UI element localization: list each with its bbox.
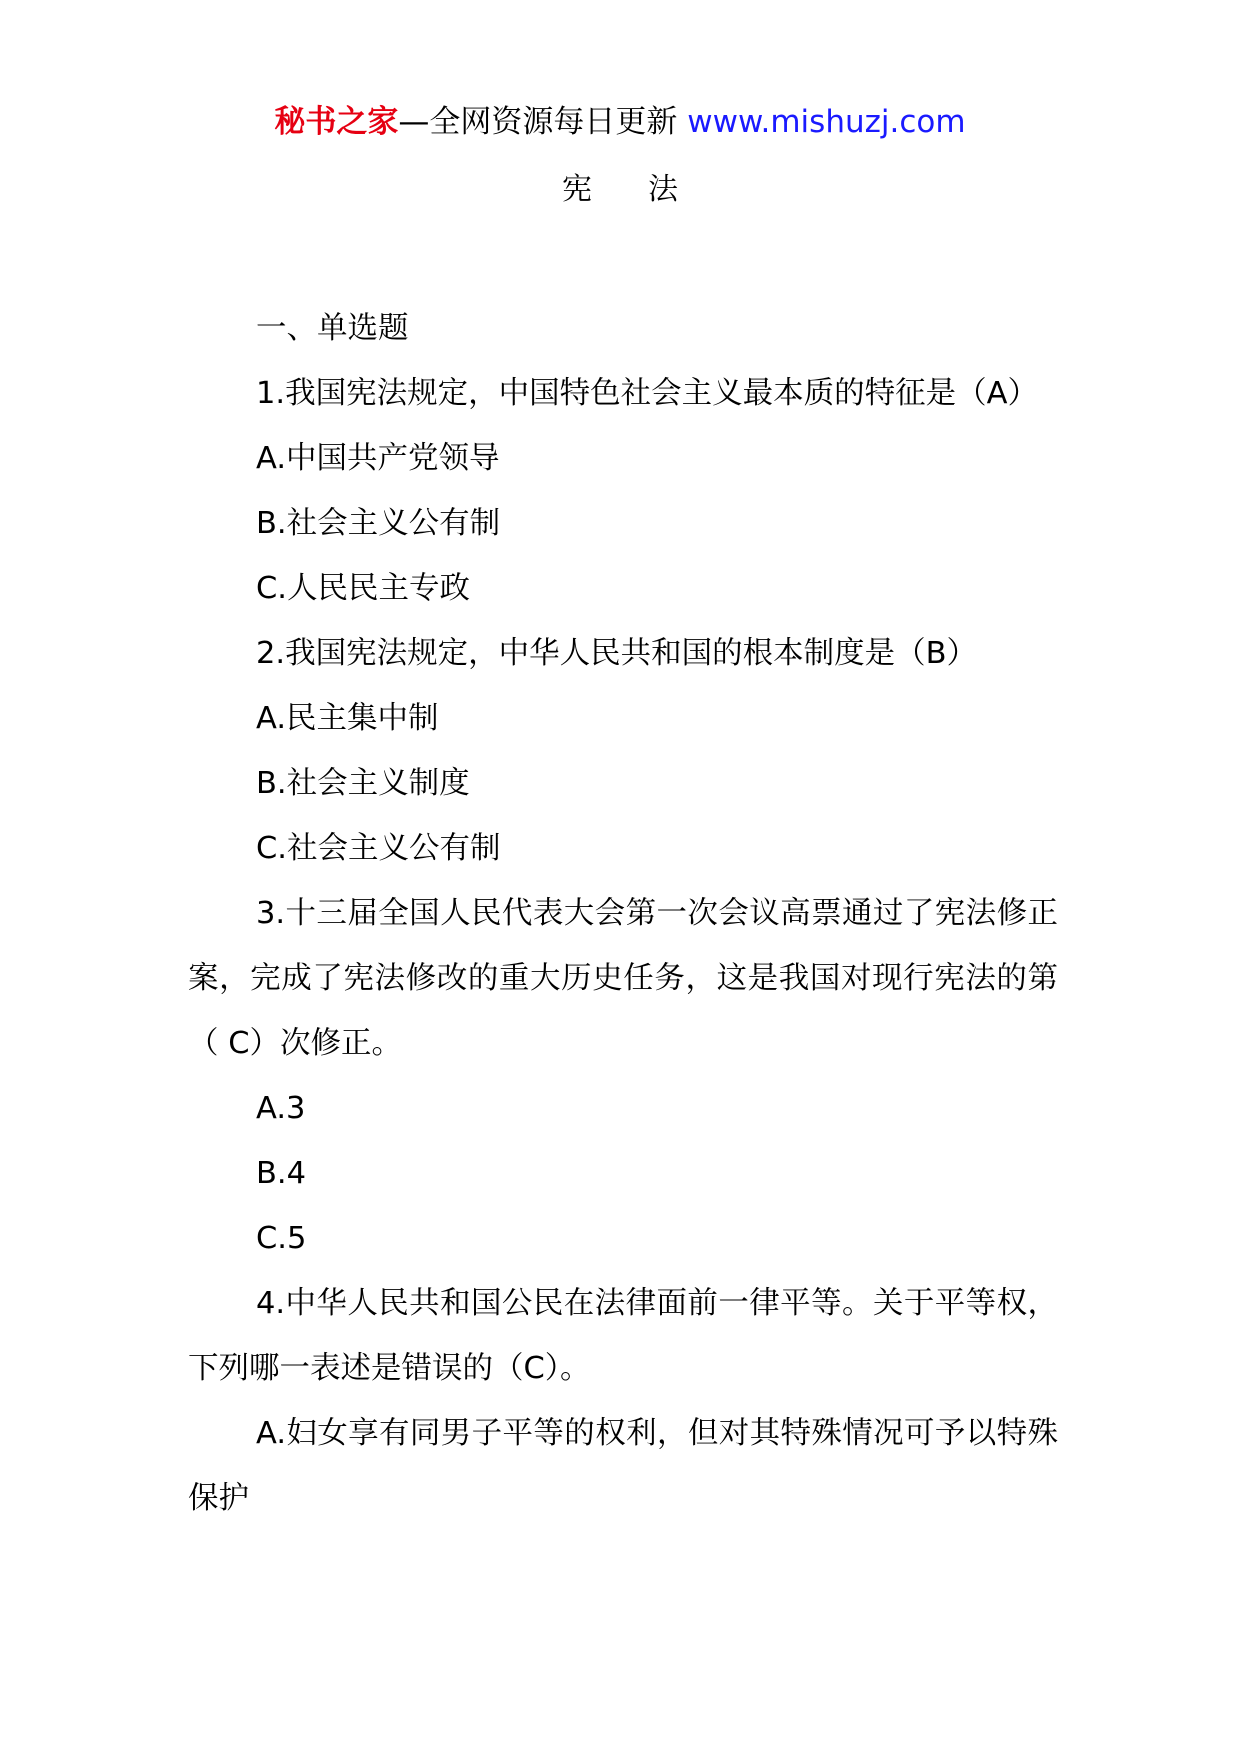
question-1-option-c: C.人民民主专政 [256,571,470,606]
question-2-option-a: A.民主集中制 [256,701,439,736]
question-2-option-c: C.社会主义公有制 [256,831,501,866]
question-4-option-a: A.妇女享有同男子平等的权利，但对其特殊情况可予以特殊保护 [188,1416,1058,1516]
title-char-2: 法 [648,172,678,207]
website-url[interactable]: www.mishuzj.com [687,104,966,140]
question-3-option-b: B.4 [256,1156,307,1191]
question-1-option-a: A.中国共产党领导 [256,441,500,476]
header-slogan: —全网资源每日更新 [398,104,688,140]
page-header [0,100,1240,144]
document-title [0,168,1240,212]
question-3: 3.十三届全国人民代表大会第一次会议高票通过了宪法修正案，完成了宪法修改的重大历史任务，这是我国对现行宪法的第（ C）次修正。 [188,896,1058,1061]
question-3-option-a: A.3 [256,1091,306,1126]
document-body [188,296,1058,1531]
question-2: 2.我国宪法规定，中华人民共和国的根本制度是（B） [256,636,978,671]
brand-name: 秘书之家 [274,104,399,140]
question-1: 1.我国宪法规定，中国特色社会主义最本质的特征是（A） [256,376,1038,411]
section-heading: 一、单选题 [256,311,409,346]
question-3-option-c: C.5 [256,1221,307,1256]
title-char-1: 宪 [562,172,592,207]
question-1-option-b: B.社会主义公有制 [256,506,501,541]
question-4: 4.中华人民共和国公民在法律面前一律平等。关于平等权，下列哪一表述是错误的（C）。 [188,1286,1058,1386]
question-2-option-b: B.社会主义制度 [256,766,470,801]
